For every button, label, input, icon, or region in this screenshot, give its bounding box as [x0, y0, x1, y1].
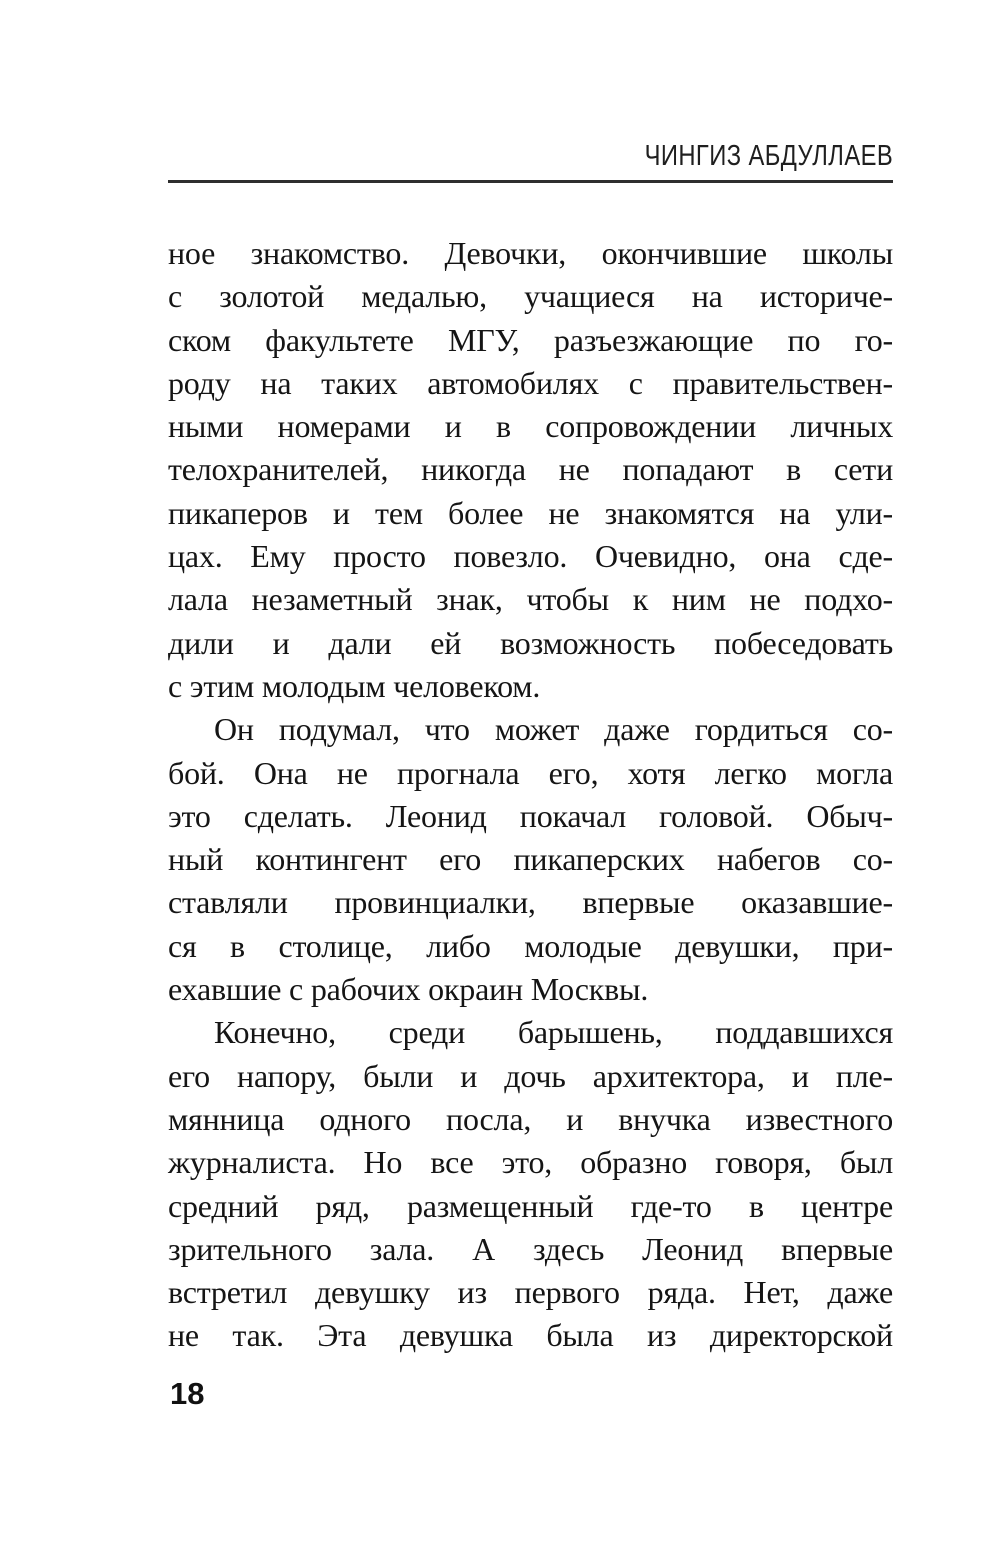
text-line: бой. Она не прогнала его, хотя легко могла: [168, 754, 893, 791]
running-head-author: ЧИНГИЗ АБДУЛЛАЕВ: [644, 140, 893, 172]
paragraph: [168, 708, 893, 1011]
text-line: зрительного зала. А здесь Леонид впервые: [168, 1230, 893, 1267]
text-line: не так. Эта девушка была из директорской: [168, 1317, 893, 1354]
text-line: мянница одного посла, и внучка известного: [168, 1100, 893, 1137]
text-line: ными номерами и в сопровождении личных: [168, 408, 893, 445]
paragraph: [168, 232, 893, 708]
header-rule: [168, 180, 893, 183]
text-line: ся в столице, либо молодые девушки, при-: [168, 927, 893, 964]
text-line: дили и дали ей возможность побеседовать: [168, 624, 893, 661]
text-line: роду на таких автомобилях с правительствен-: [168, 364, 893, 401]
text-line: его напору, были и дочь архитектора, и пле-: [168, 1057, 893, 1094]
page-number: 18: [170, 1376, 205, 1411]
text-line: телохранителей, никогда не попадают в сети: [168, 451, 893, 488]
text-line: с золотой медалью, учащиеся на историче-: [168, 278, 893, 315]
text-line: ском факультете МГУ, разъезжающие по го-: [168, 321, 893, 358]
text-line: Конечно, среди барышень, поддавшихся: [214, 1014, 893, 1051]
text-line: встретил девушку из первого ряда. Нет, даже: [168, 1274, 893, 1311]
text-line: средний ряд, размещенный где-то в центре: [168, 1187, 893, 1224]
text-line: ставляли провинциалки, впервые оказавшие-: [168, 884, 893, 921]
text-line: ный контингент его пикаперских набегов со-: [168, 841, 893, 878]
text-line: пикаперов и тем более не знакомятся на ули-: [168, 494, 893, 531]
text-line: с этим молодым человеком.: [168, 667, 541, 704]
text-line: это сделать. Леонид покачал головой. Обыч-: [168, 797, 893, 834]
text-line: журналиста. Но все это, образно говоря, был: [168, 1144, 893, 1181]
paragraph: [168, 1011, 893, 1357]
text-line: Он подумал, что может даже гордиться со-: [214, 711, 893, 748]
text-line: цах. Ему просто повезло. Очевидно, она сде-: [168, 538, 893, 575]
text-line: ное знакомство. Девочки, окончившие школы: [168, 235, 893, 271]
text-line: ехавшие с рабочих окраин Москвы.: [168, 971, 649, 1008]
body-text: [168, 232, 893, 1358]
text-line: лала незаметный знак, чтобы к ним не подхо-: [168, 581, 893, 618]
